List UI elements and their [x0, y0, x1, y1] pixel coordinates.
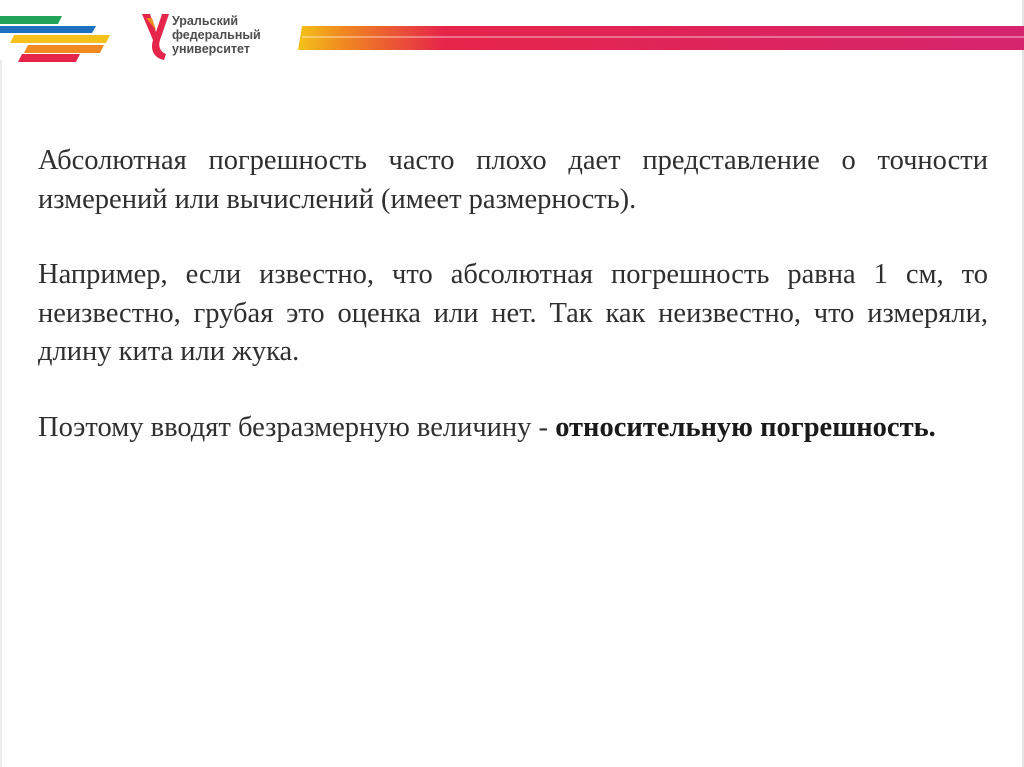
paragraph-example: Например, если известно, что абсолютная погрешность равна 1 см, то неизвестно, грубая это оценка или нет. Так как неизвестно, что измеряли, длину кита или жука.	[38, 259, 988, 367]
relative-error-term: относительную погрешность.	[555, 411, 936, 443]
conclusion-text: Поэтому вводят безразмерную величину -	[38, 411, 556, 443]
logo-line-3: университет	[172, 42, 250, 56]
university-logo-text	[172, 14, 261, 56]
brand-stripe-right	[298, 26, 1024, 50]
logo-line-2: федеральный	[172, 28, 261, 42]
slide-frame-left	[0, 60, 2, 767]
university-logo-icon	[138, 12, 172, 62]
logo-line-1: Уральский	[172, 14, 239, 28]
brand-stripes-left	[0, 16, 112, 62]
paragraph-conclusion	[38, 409, 988, 448]
slide-content	[38, 142, 988, 484]
paragraph-absolute-error: Абсолютная погрешность часто плохо дает представление о точности измерений или вычислений (имеет размерность).	[38, 145, 988, 215]
